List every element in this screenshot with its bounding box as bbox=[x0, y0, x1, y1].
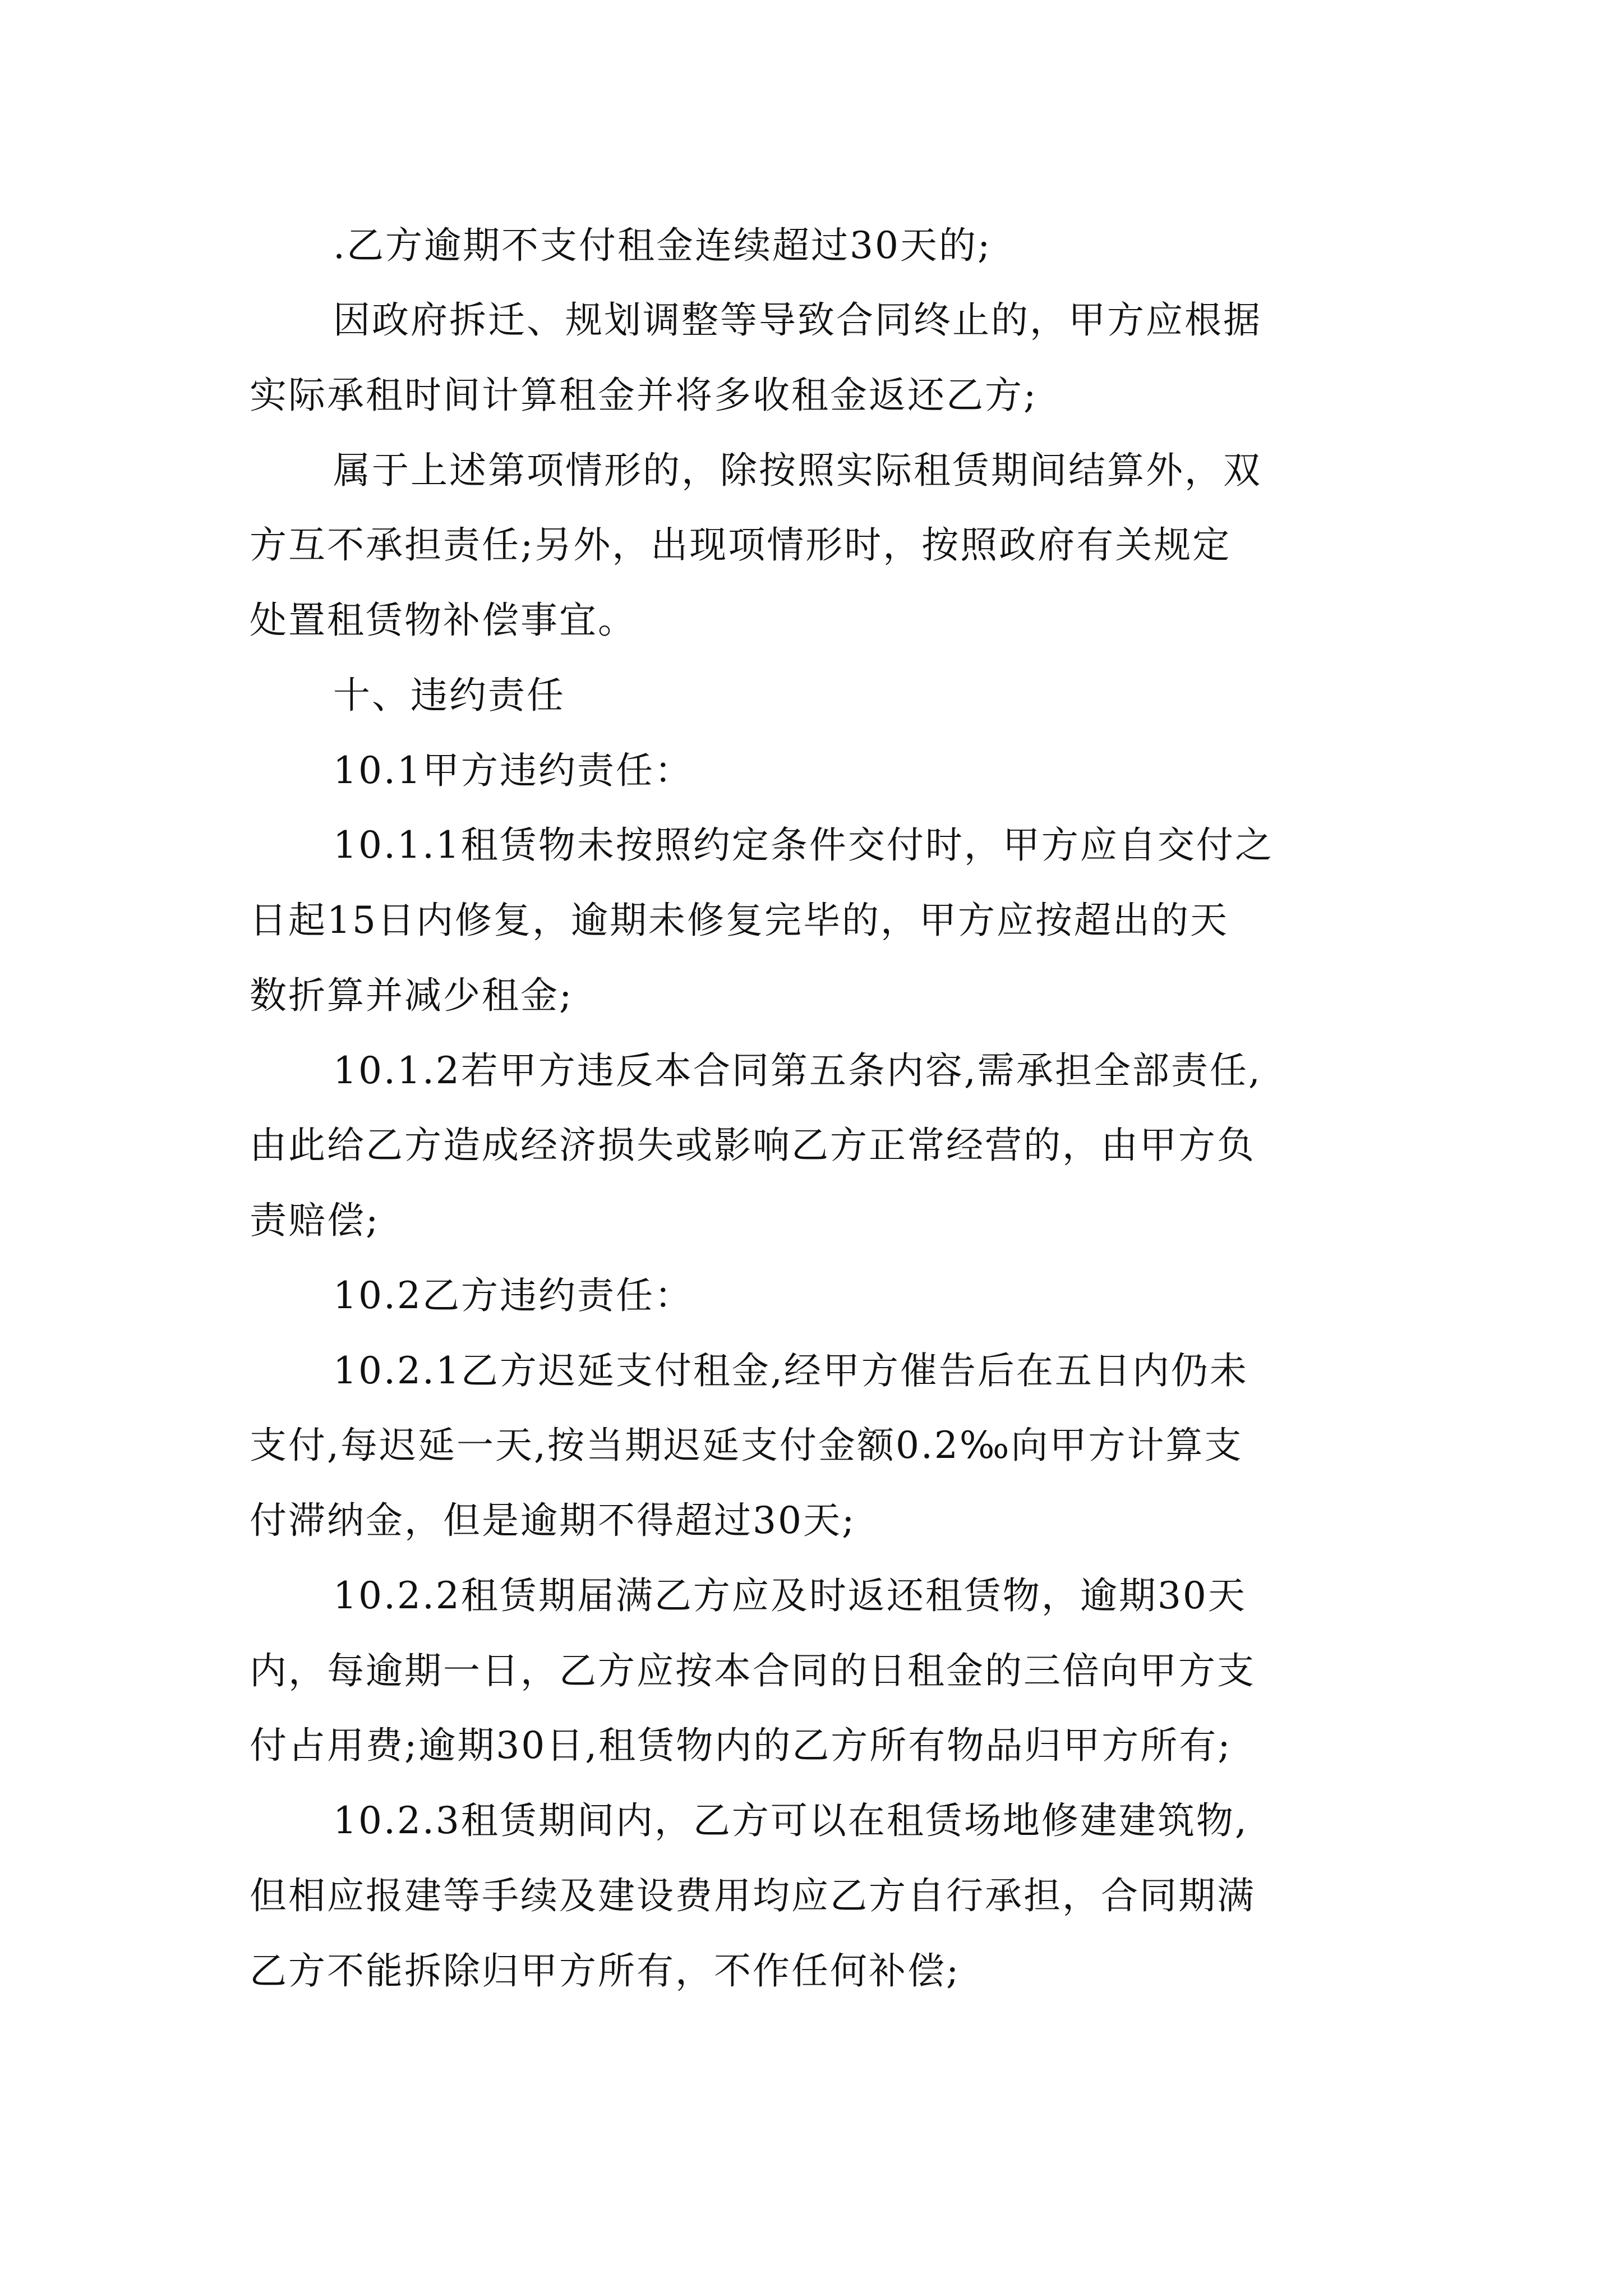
text-line-9: 10.1.1租赁物未按照约定条件交付时，甲方应自交付之 bbox=[333, 823, 1274, 867]
section-heading: 十、违约责任 bbox=[333, 674, 565, 717]
text-line-19: 10.2.2租赁期届满乙方应及时返还租赁物，逾期30天 bbox=[333, 1574, 1247, 1617]
text-line-17: 支付,每迟延一天,按当期迟延支付金额0.2‰向甲方计算支 bbox=[250, 1424, 1243, 1467]
text-line-22: 10.2.3租赁期间内，乙方可以在租赁场地修建建筑物, bbox=[333, 1799, 1248, 1842]
text-line-11: 数折算并减少租金; bbox=[250, 974, 574, 1017]
text-line-13: 由此给乙方造成经济损失或影响乙方正常经营的，由甲方负 bbox=[250, 1124, 1256, 1167]
text-line-10: 日起15日内修复，逾期未修复完毕的，甲方应按超出的天 bbox=[250, 899, 1229, 942]
text-line-12: 10.1.2若甲方违反本合同第五条内容,需承担全部责任, bbox=[333, 1049, 1262, 1092]
text-line-24: 乙方不能拆除归甲方所有，不作任何补偿; bbox=[250, 1949, 961, 1993]
text-line-20: 内，每逾期一日，乙方应按本合同的日租金的三倍向甲方支 bbox=[250, 1649, 1256, 1692]
text-line-3: 实际承租时间计算租金并将多收租金返还乙方; bbox=[250, 374, 1038, 417]
text-line-18: 付滞纳金，但是逾期不得超过30天; bbox=[250, 1499, 856, 1542]
text-line-21: 付占用费;逾期30日,租赁物内的乙方所有物品归甲方所有; bbox=[250, 1724, 1232, 1767]
text-line-23: 但相应报建等手续及建设费用均应乙方自行承担，合同期满 bbox=[250, 1874, 1256, 1917]
text-line-6: 处置租赁物补偿事宜。 bbox=[250, 599, 637, 642]
text-line-15: 10.2乙方违约责任： bbox=[333, 1274, 693, 1317]
text-line-16: 10.2.1乙方迟延支付租金,经甲方催告后在五日内仍未 bbox=[333, 1349, 1248, 1392]
text-line-5: 方互不承担责任;另外，出现项情形时，按照政府有关规定 bbox=[250, 523, 1232, 567]
text-line-8: 10.1甲方违约责任： bbox=[333, 749, 693, 792]
text-line-2: 因政府拆迁、规划调整等导致合同终止的，甲方应根据 bbox=[333, 298, 1262, 342]
text-line-14: 责赔偿; bbox=[250, 1199, 380, 1242]
text-line-1: .乙方逾期不支付租金连续超过30天的; bbox=[333, 224, 992, 267]
text-line-4: 属于上述第项情形的，除按照实际租赁期间结算外，双 bbox=[333, 449, 1262, 492]
